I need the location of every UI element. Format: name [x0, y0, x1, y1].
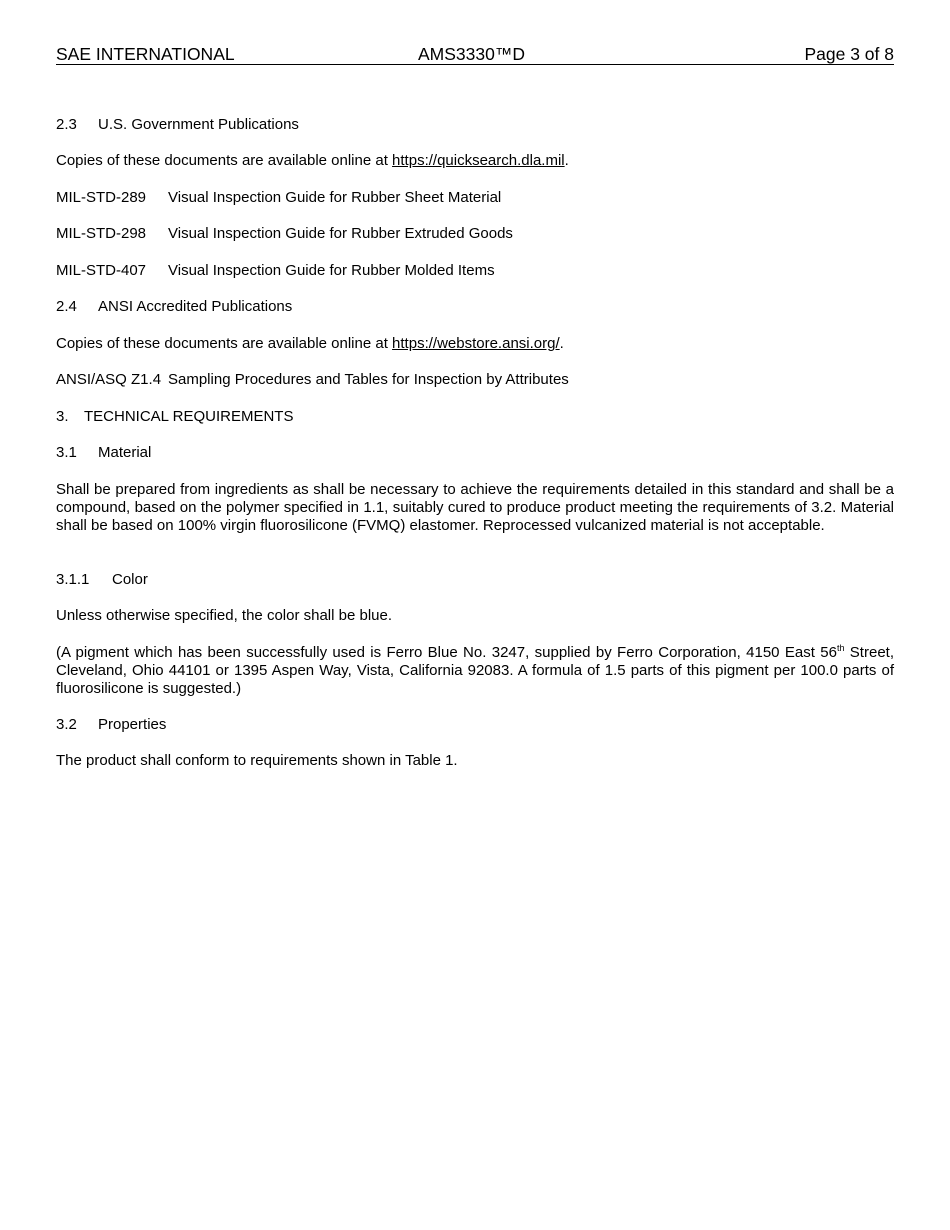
section-3-1-heading [56, 444, 151, 462]
note-text-part1: (A pigment which has been successfully used is Ferro Blue No. 3247, supplied by Ferro Corporation, 4150 East 56 [56, 644, 837, 661]
section-3-1-body: Shall be prepared from ingredients as shall be necessary to achieve the requirements detailed in this standard and shall be a compound, based on the polymer specified in 1.1, suitably cured to produce product meeting the requirements of 3.2. Material shall be based on 100% virgin fluorosilicone (FVMQ) elastomer. Reprocessed vulcanized material is not acceptable. [56, 481, 894, 534]
reference-title: Visual Inspection Guide for Rubber Molded Items [168, 262, 495, 279]
dla-quicksearch-link[interactable]: https://quicksearch.dla.mil [392, 152, 565, 169]
reference-id: MIL-STD-289 [56, 189, 147, 206]
section-2-4-heading [56, 298, 292, 316]
section-title: Material [98, 444, 152, 461]
copies-prefix: Copies of these documents are available online at [56, 335, 393, 352]
page-header [56, 44, 894, 65]
section-2-4-copies-text [56, 335, 564, 353]
ordinal-superscript: th [836, 643, 845, 653]
reference-entry [56, 371, 569, 389]
section-title: U.S. Government Publications [98, 116, 299, 133]
reference-entry [56, 225, 513, 243]
section-number: 3. [56, 408, 69, 425]
header-doc-id: AMS3330™D [418, 44, 525, 64]
section-number: 2.4 [56, 298, 77, 315]
section-title: ANSI Accredited Publications [98, 298, 293, 315]
reference-title: Visual Inspection Guide for Rubber Sheet Material [168, 189, 502, 206]
section-title: TECHNICAL REQUIREMENTS [84, 408, 294, 425]
reference-title: Visual Inspection Guide for Rubber Extruded Goods [168, 225, 513, 242]
ansi-webstore-link[interactable]: https://webstore.ansi.org/ [392, 335, 560, 352]
section-number: 3.1.1 [56, 571, 90, 588]
section-title: Color [112, 571, 148, 588]
reference-title: Sampling Procedures and Tables for Inspection by Attributes [168, 371, 569, 388]
header-org: SAE INTERNATIONAL [56, 44, 235, 64]
period: . [564, 152, 569, 169]
reference-id: ANSI/ASQ Z1.4 [56, 371, 162, 388]
note-text-part2: Street, Cleveland, Ohio 44101 or 1395 Aspen Way, Vista, California 92083. A formula of 1.5 parts of this pigment per 100.0 parts of fluorosilicone is suggested.) [56, 644, 894, 697]
header-page-number: Page 3 of 8 [804, 44, 894, 64]
section-number: 2.3 [56, 116, 77, 133]
section-2-3-copies-text [56, 152, 569, 170]
reference-entry [56, 262, 495, 280]
section-3-1-1-body: Unless otherwise specified, the color shall be blue. [56, 607, 393, 624]
reference-entry [56, 189, 501, 207]
section-3-heading [56, 408, 293, 426]
section-number: 3.1 [56, 444, 77, 461]
section-2-3-heading [56, 116, 299, 134]
pigment-note [56, 644, 894, 698]
section-3-2-heading [56, 716, 166, 734]
section-title: Properties [98, 716, 167, 733]
copies-prefix: Copies of these documents are available online at [56, 152, 393, 169]
section-number: 3.2 [56, 716, 77, 733]
section-3-2-body: The product shall conform to requirements shown in Table 1. [56, 752, 458, 769]
section-3-1-1-heading [56, 571, 148, 589]
reference-id: MIL-STD-407 [56, 262, 147, 279]
reference-id: MIL-STD-298 [56, 225, 147, 242]
period: . [559, 335, 564, 352]
